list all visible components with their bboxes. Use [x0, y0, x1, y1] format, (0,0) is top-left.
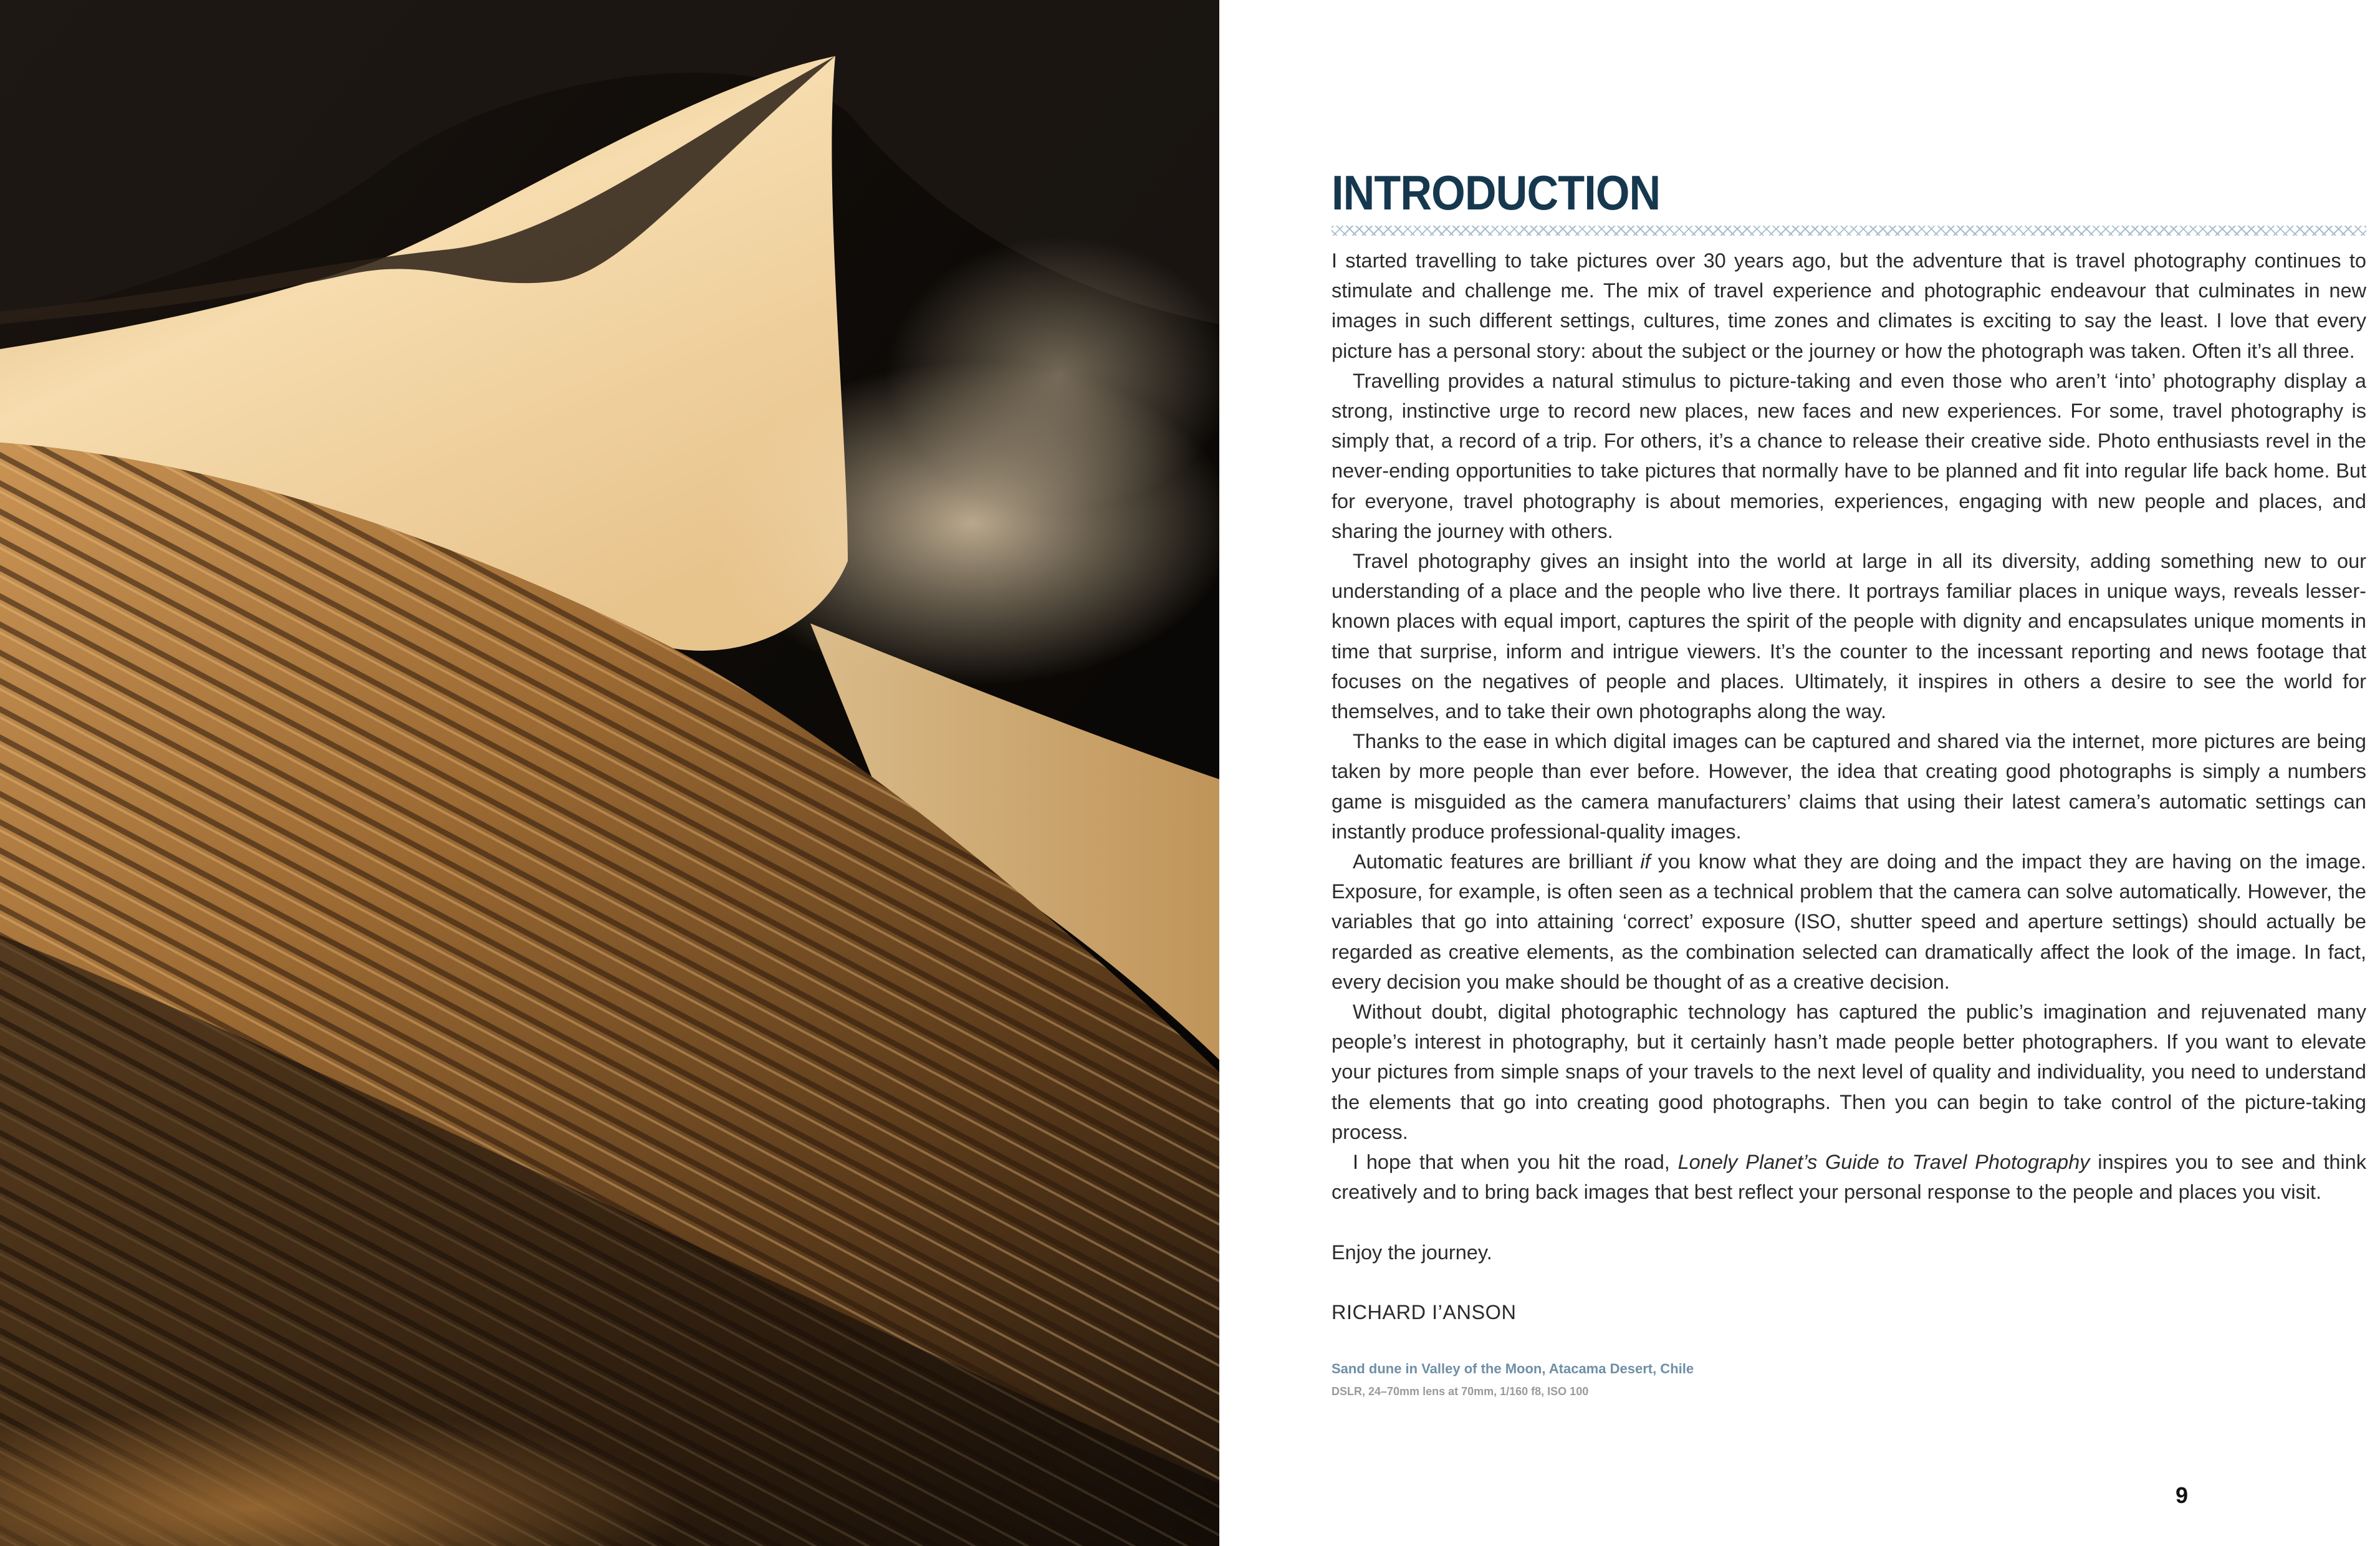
signoff: Enjoy the journey. — [1332, 1241, 1492, 1264]
page-title: INTRODUCTION — [1332, 165, 1661, 220]
paragraph — [1332, 847, 2366, 997]
paragraph: I started travelling to take pictures over 30 years ago, but the adventure that is travel photography continues to stimulate and challenge me. The mix of travel experience and photographic endeavour that culminates in new images in such different settings, cultures, time zones and climates is exciting to say the least. I love that every picture has a personal story: about the subject or the journey or how the photograph was taken. Often it’s all three. — [1332, 249, 2366, 362]
page-number: 9 — [2175, 1482, 2189, 1508]
photo-caption-meta: DSLR, 24–70mm lens at 70mm, 1/160 f8, ISO 100 — [1332, 1385, 1589, 1398]
paragraph-text: you know what they are doing and the impact they are having on the image. Exposure, for example, is often seen as a technical problem that the camera can solve automatically. However, the variables that go into attaining ‘correct’ exposure (ISO, shutter speed and aperture settings) should actually be regarded as creative elements, as the combination selected can dramatically affect the look of the image. In fact, every decision you make should be thought of as a creative decision. — [1332, 850, 2366, 993]
paragraph: Thanks to the ease in which digital images can be captured and shared via the internet, more pictures are being taken by more people than ever before. However, the idea that creating good photographs is simply a numbers game is misguided as the camera manufacturers’ claims that using their latest camera’s automatic settings can instantly produce professional-quality images. — [1332, 730, 2366, 843]
photo-caption-title: Sand dune in Valley of the Moon, Atacama Desert, Chile — [1332, 1360, 1694, 1376]
emphasis-text: if — [1640, 850, 1651, 873]
title-divider — [1332, 226, 2366, 236]
author-name: RICHARD I’ANSON — [1332, 1300, 1517, 1323]
article — [1332, 165, 2366, 1400]
paragraph-text: inspires you to see and think creatively and to bring back images that best reflect your personal response to the people and places you visit. — [1332, 1151, 2366, 1204]
paragraph: Travelling provides a natural stimulus to picture-taking and even those who aren’t ‘into’ photography display a strong, instinctive urge to record new places, new faces and new experiences. For some, travel photography is simply that, a record of a trip. For others, it’s a chance to release their creative side. Photo enthusiasts revel in the never-ending opportunities to take pictures that normally have to be planned and fit into regular life back home. But for everyone, travel photography is about memories, experiences, engaging with new people and places, and sharing the journey with others. — [1332, 369, 2366, 542]
paragraph: Travel photography gives an insight into the world at large in all its diversity, adding something new to our understanding of a place and the people who live there. It portrays familiar places in unique ways, reveals lesser-known places with equal import, captures the spirit of the people with dignity and encapsulates unique moments in time that surprise, inform and intrigue viewers. It’s the counter to the incessant reporting and news footage that focuses on the negatives of people and places. Ultimately, it inspires in others a desire to see the world for themselves, and to take their own photographs along the way. — [1332, 550, 2366, 723]
paragraph — [1332, 1147, 2366, 1207]
paragraph-text: Automatic features are brilliant — [1353, 850, 1641, 873]
article-body — [1332, 246, 2366, 1208]
book-title: Lonely Planet’s Guide to Travel Photography — [1677, 1151, 2090, 1174]
paragraph: Without doubt, digital photographic technology has captured the public’s imagination and rejuvenated many people’s interest in photography, but it certainly hasn’t made people better photographers. If you want to elevate your pictures from simple snaps of your travels to the next level of quality and individuality, you need to understand the elements that go into creating good photographs. Then you can begin to take control of the picture-taking process. — [1332, 1001, 2366, 1143]
paragraph-text: I hope that when you hit the road, — [1353, 1151, 1678, 1174]
